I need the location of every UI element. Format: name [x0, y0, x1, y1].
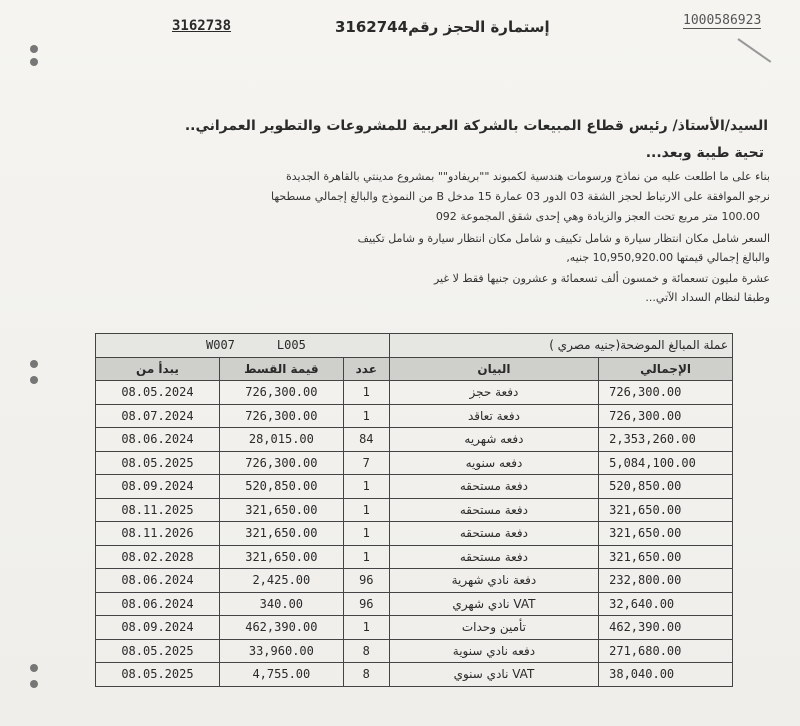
document-number: 1000586923	[683, 13, 762, 28]
punch-hole	[30, 58, 38, 66]
table-row	[96, 616, 733, 640]
cell-statement: VAT نادي سنوي	[389, 663, 598, 687]
cell-statement: دفعة مستحقه	[389, 545, 598, 569]
cell-starting: 08.06.2024	[96, 428, 220, 452]
cell-statement: دفعة مستحقه	[389, 522, 598, 546]
table-header-band	[96, 334, 733, 358]
cell-statement: دفعه نادي سنوية	[389, 639, 598, 663]
cell-statement: دفعة مستحقه	[389, 498, 598, 522]
table-row	[96, 498, 733, 522]
cell-starting: 08.07.2024	[96, 404, 220, 428]
reference-number: 3162738	[172, 18, 232, 34]
cell-starting: 08.02.2028	[96, 545, 220, 569]
cell-starting: 08.05.2025	[96, 663, 220, 687]
letter-line: وطبقا لنظام السداد الآتي...	[645, 291, 770, 304]
cell-installment: 520,850.00	[219, 475, 343, 499]
cell-installment: 4,755.00	[219, 663, 343, 687]
cell-installment: 321,650.00	[219, 522, 343, 546]
table-row	[96, 404, 733, 428]
cell-installment: 321,650.00	[219, 498, 343, 522]
table-row	[96, 475, 733, 499]
cell-starting: 08.11.2025	[96, 498, 220, 522]
cell-total: 321,650.00	[599, 522, 733, 546]
col-count: عدد	[343, 357, 389, 381]
cell-count: 1	[343, 498, 389, 522]
table-row	[96, 545, 733, 569]
cell-total: 321,650.00	[599, 498, 733, 522]
cell-starting: 08.05.2025	[96, 451, 220, 475]
cell-installment: 726,300.00	[219, 404, 343, 428]
table-row	[96, 522, 733, 546]
column-headers	[96, 357, 733, 381]
form-title: إستمارة الحجز رقم3162744	[335, 18, 550, 36]
punch-hole	[30, 664, 38, 672]
table-row	[96, 663, 733, 687]
cell-installment: 2,425.00	[219, 569, 343, 593]
cell-total: 38,040.00	[599, 663, 733, 687]
cell-starting: 08.09.2024	[96, 616, 220, 640]
cell-starting: 08.06.2024	[96, 592, 220, 616]
cell-count: 1	[343, 475, 389, 499]
col-installment: قيمة القسط	[219, 357, 343, 381]
cell-installment: 462,390.00	[219, 616, 343, 640]
cell-statement: تأمين وحدات	[389, 616, 598, 640]
payment-schedule-table	[95, 333, 733, 687]
cell-installment: 33,960.00	[219, 639, 343, 663]
table-row	[96, 381, 733, 405]
cell-total: 32,640.00	[599, 592, 733, 616]
table-row	[96, 428, 733, 452]
letter-line: نرجو الموافقة على الارتباط لحجز الشقة 03 الدور 03 عمارة 15 مدخل B من النموذج والبالغ إجمالي مسطحها	[271, 190, 770, 203]
cell-count: 96	[343, 569, 389, 593]
table-body	[96, 381, 733, 687]
unit-codes	[96, 334, 390, 358]
cell-installment: 726,300.00	[219, 451, 343, 475]
cell-total: 321,650.00	[599, 545, 733, 569]
cell-statement: دفعه شهريه	[389, 428, 598, 452]
cell-total: 520,850.00	[599, 475, 733, 499]
cell-count: 84	[343, 428, 389, 452]
cell-count: 96	[343, 592, 389, 616]
greeting-line: تحية طيبة وبعد...	[645, 145, 764, 161]
cell-starting: 08.09.2024	[96, 475, 220, 499]
cell-starting: 08.05.2024	[96, 381, 220, 405]
col-total: الإجمالي	[599, 357, 733, 381]
letter-line: 100.00 متر مربع تحت العجز والزيادة وهي إحدى شقق المجموعة 092	[435, 210, 760, 223]
cell-statement: دفعة نادي شهرية	[389, 569, 598, 593]
cell-total: 5,084,100.00	[599, 451, 733, 475]
cell-starting: 08.11.2026	[96, 522, 220, 546]
building-code: W007	[206, 338, 235, 353]
punch-hole	[30, 680, 38, 688]
cell-total: 271,680.00	[599, 639, 733, 663]
col-statement: البيان	[389, 357, 598, 381]
cell-installment: 726,300.00	[219, 381, 343, 405]
cell-total: 232,800.00	[599, 569, 733, 593]
cell-total: 462,390.00	[599, 616, 733, 640]
punch-hole	[30, 376, 38, 384]
addressee-line: السيد/الأستاذ/ رئيس قطاع المبيعات بالشركة العربية للمشروعات والتطوير العمراني..	[184, 118, 768, 134]
table-row	[96, 592, 733, 616]
cell-count: 1	[343, 381, 389, 405]
letter-line: عشرة مليون تسعمائة و خمسون ألف تسعمائة و عشرون جنيها فقط لا غير	[433, 272, 770, 285]
cell-statement: دفعة تعاقد	[389, 404, 598, 428]
cell-statement: دفعة مستحقه	[389, 475, 598, 499]
pencil-mark	[737, 38, 771, 63]
letter-line: بناء على ما اطلعت عليه من نماذج ورسومات هندسية لكمبوند ""بريفادو"" بمشروع مدينتي بالقاهرة الجديدة	[285, 170, 770, 183]
cell-total: 2,353,260.00	[599, 428, 733, 452]
punch-hole	[30, 45, 38, 53]
cell-total: 726,300.00	[599, 381, 733, 405]
cell-count: 1	[343, 522, 389, 546]
cell-count: 1	[343, 616, 389, 640]
cell-installment: 28,015.00	[219, 428, 343, 452]
col-starting: يبدأ من	[96, 357, 220, 381]
cell-statement: دفعة حجز	[389, 381, 598, 405]
table-row	[96, 451, 733, 475]
letter-line: السعر شامل مكان انتظار سيارة و شامل تكييف و شامل مكان انتظار سيارة و شامل تكييف	[357, 232, 770, 245]
punch-hole	[30, 360, 38, 368]
letter-line: والبالغ إجمالي قيمتها 10,950,920.00 جنيه,	[566, 251, 770, 264]
table-row	[96, 569, 733, 593]
cell-total: 726,300.00	[599, 404, 733, 428]
currency-label: عملة المبالغ الموضحة(جنيه مصري )	[389, 334, 732, 358]
table-row	[96, 639, 733, 663]
cell-statement: VAT نادي شهري	[389, 592, 598, 616]
unit-code: L005	[276, 338, 306, 353]
cell-installment: 340.00	[219, 592, 343, 616]
cell-count: 1	[343, 404, 389, 428]
cell-installment: 321,650.00	[219, 545, 343, 569]
cell-count: 8	[343, 663, 389, 687]
cell-count: 1	[343, 545, 389, 569]
cell-starting: 08.05.2025	[96, 639, 220, 663]
cell-starting: 08.06.2024	[96, 569, 220, 593]
cell-statement: دفعه سنويه	[389, 451, 598, 475]
cell-count: 7	[343, 451, 389, 475]
cell-count: 8	[343, 639, 389, 663]
